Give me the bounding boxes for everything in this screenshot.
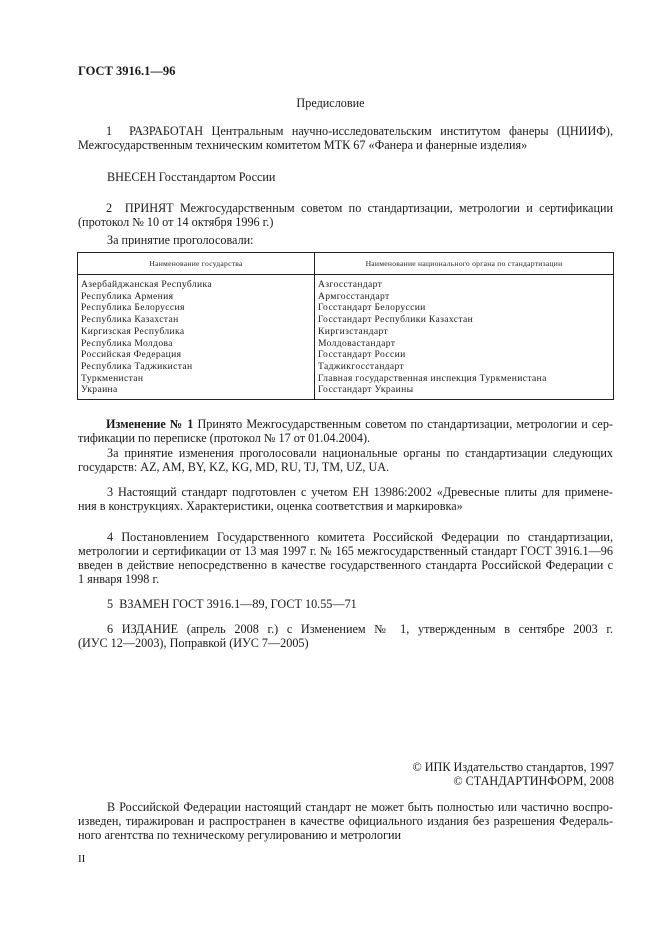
- copyright-line-1: © ИПК Издательство стандартов, 1997: [412, 760, 614, 774]
- state-item: Туркменистан: [81, 372, 144, 384]
- page-number: II: [78, 853, 86, 865]
- state-item: Республика Белоруссия: [81, 302, 185, 314]
- section-1-line-2: Межгосударственным техническим комитетом МТК 67 «Фанера и фанерные изделия»: [78, 138, 528, 152]
- section-1-lead: РАЗРАБОТАН: [129, 124, 204, 138]
- state-item: Киргизская Республика: [81, 325, 185, 337]
- body-item: Таджикгосстандарт: [318, 360, 405, 372]
- section-2-line-2: (протокол № 10 от 14 октября 1996 г.): [78, 215, 274, 229]
- body-item: Госстандарт Белоруссии: [318, 302, 426, 314]
- voting-states-table: [77, 252, 614, 400]
- section-1-line-1: 1 РАЗРАБОТАН Центральным научно-исследовательским институтом фанеры (ЦНИИФ),: [106, 124, 613, 138]
- body-item: Главная государственная инспекция Туркменистана: [318, 372, 547, 384]
- section-3-line-2: ния в конструкциях. Характеристики, оценка соответствия и маркировка»: [78, 499, 463, 513]
- section-4-line-1: 4 Постановлением Государственного комитета Российской Федерации по стандартизации,: [107, 530, 613, 544]
- state-item: Республика Казахстан: [81, 314, 179, 326]
- state-item: Республика Молдова: [81, 337, 173, 349]
- header-standards-body: Наименование национального органа по стандартизации: [315, 253, 614, 275]
- section-4-line-3: введен в действие непосредственно в качестве государственного стандарта Российской Федерации с: [78, 558, 613, 572]
- body-item: Молдовастандарт: [318, 337, 396, 349]
- state-item: Российская Федерация: [81, 349, 182, 361]
- document-id: ГОСТ 3916.1—96: [78, 64, 176, 78]
- amendment-line-2: тификации по переписке (протокол № 17 от 01.04.2004).: [78, 431, 371, 445]
- section-5-line: 5 ВЗАМЕН ГОСТ 3916.1—89, ГОСТ 10.55—71: [107, 597, 357, 611]
- section-2-line-1: 2 ПРИНЯТ Межгосударственным советом по стандартизации, метрологии и сертификации: [106, 201, 614, 215]
- bodies-column: [315, 275, 614, 400]
- notice-line-2: изведен, тиражирован и распространен в качестве официального издания без разрешения Федераль-: [78, 814, 613, 828]
- table-row: [78, 275, 614, 400]
- section-6-line-1: 6 ИЗДАНИЕ (апрель 2008 г.) с Изменением № 1, утвержденным в сентябре 2003 г.: [107, 622, 614, 636]
- body-item: Госстандарт Республики Казахстан: [318, 314, 474, 326]
- amendment-line-3: За принятие изменения проголосовали национальные органы по стандартизации следующих: [107, 446, 613, 460]
- amendment-line-1: Изменение № 1 Принято Межгосударственным советом по стандартизации, метрологии и сер-: [78, 417, 613, 431]
- amendment-lead: Изменение № 1: [106, 417, 194, 431]
- states-column: [78, 275, 315, 400]
- state-item: Азербайджанская Республика: [81, 279, 212, 290]
- section-4-line-2: метрологии и сертификации от 13 мая 1997 г. № 165 межгосударственный стандарт ГОСТ 3916.1—96: [78, 544, 613, 558]
- state-item: Республика Армения: [81, 290, 174, 302]
- notice-line-1: В Российской Федерации настоящий стандарт не может быть полностью или частично воспро-: [107, 800, 613, 814]
- body-item: Госстандарт России: [318, 349, 406, 361]
- body-item: Госстандарт Украины: [318, 384, 414, 396]
- section-4-line-4: 1 января 1998 г.: [78, 572, 160, 586]
- voted-label: За принятие проголосовали:: [107, 233, 254, 247]
- state-item: Украина: [81, 384, 118, 396]
- body-item: Киргизстандарт: [318, 325, 389, 337]
- table-header-row: [78, 253, 614, 275]
- introduced-line: ВНЕСЕН Госстандартом России: [107, 170, 276, 184]
- notice-line-3: ного агентства по техническому регулированию и метрологии: [78, 828, 401, 842]
- copyright-line-2: © СТАНДАРТИНФОРМ, 2008: [453, 774, 614, 788]
- body-item: Армгосстандарт: [318, 290, 390, 302]
- body-item: Азгосстандарт: [318, 279, 383, 290]
- section-3-line-1: 3 Настоящий стандарт подготовлен с учетом ЕН 13986:2002 «Древесные плиты для примене-: [107, 485, 613, 499]
- section-title: Предисловие: [296, 96, 365, 110]
- section-6-line-2: (ИУС 12—2003), Поправкой (ИУС 7—2005): [78, 636, 309, 650]
- state-item: Республика Таджикистан: [81, 360, 193, 372]
- amendment-line-4: государств: AZ, AM, BY, KZ, KG, MD, RU, TJ, TM, UZ, UA.: [78, 460, 390, 474]
- header-state: Наименование государства: [78, 253, 315, 275]
